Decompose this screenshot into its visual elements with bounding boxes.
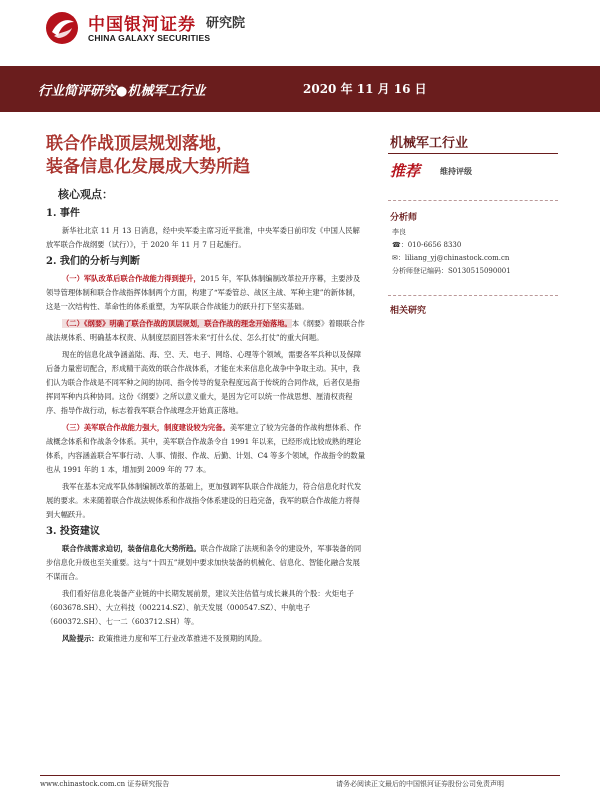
headline-line-2: 装备信息化发展成大势所趋 <box>46 157 250 177</box>
report-headline <box>46 133 366 179</box>
logo-chinese-text: 中国银河证券 <box>88 15 196 35</box>
key-points-label: 核心观点： <box>58 188 113 201</box>
para-body: 美军建立了较为完备的作战构想体系、作战概念体系和作战条令体系。其中，美军联合作战条令自 1991 年以来，已经形成比较成熟的理论体系，内容涵盖联合军事行动、人事、情报、作战、后勤、计划、C4 等多个领域，作战指令的数量也从 1991 年的 1 本，增加到 2009 年的 77 本。 <box>46 423 366 474</box>
analyst-info <box>392 226 572 278</box>
para-body: 2015 年，军队体制编制改革拉开序幕，主要涉及领导管理体制和联合作战指挥体制两个方面，构建了“军委管总、战区主战、军种主建”的新体制，这是一次结构性、革命性的体系重塑，为军队联合作战能力的跃升打下坚实基础。 <box>46 274 361 311</box>
rating-recommend: 推荐 <box>390 162 421 180</box>
footer-website[interactable]: www.chinastock.com.cn 证券研究报告 <box>40 780 170 788</box>
sidebar-industry: 机械军工行业 <box>390 136 469 151</box>
related-research-heading: 相关研究 <box>390 306 427 316</box>
brand-logo <box>40 6 260 50</box>
report-banner <box>0 66 600 112</box>
galaxy-logo-icon <box>44 10 80 46</box>
sidebar-dashed-divider <box>388 200 558 201</box>
analyst-email[interactable]: ✉：liliang_yj@chinastock.com.cn <box>392 254 510 262</box>
para-lead: （一）军队改革后联合作战能力得到提升， <box>62 274 201 283</box>
headline-line-1: 联合作战顶层规划落地， <box>46 134 233 154</box>
report-category: 行业简评研究●机械军工行业 <box>38 84 206 99</box>
section-2-title: 2. 我们的分析与判断 <box>46 256 140 267</box>
analyst-name: 李良 <box>392 228 406 236</box>
section-1-title: 1. 事件 <box>46 208 80 219</box>
section-2-paragraph-4 <box>46 421 366 477</box>
report-date: 2020 年 11 月 16 日 <box>303 82 427 96</box>
para-body: 政策推进力度和军工行业改革推进不及预期的风险。 <box>98 634 267 643</box>
section-2-paragraph-2 <box>46 317 366 345</box>
sidebar-dashed-divider <box>388 295 558 296</box>
report-body <box>46 205 366 649</box>
rating-note: 维持评级 <box>440 166 472 176</box>
section-3-title: 3. 投资建议 <box>46 526 100 537</box>
logo-english-text: CHINA GALAXY SECURITIES <box>88 33 211 43</box>
research-dept-label: 研究院 <box>206 16 246 31</box>
section-3-paragraph-2: 我们看好信息化装备产业链的中长期发展前景，建议关注估值与成长兼具的个股：火炬电子（603678.SH）、大立科技（002214.SZ）、航天发展（000547.SZ）、中航电子（600372.SH）、七一二（603712.SH）等。 <box>46 589 354 626</box>
para-lead: 风险提示： <box>62 634 99 643</box>
para-lead: 联合作战需求迫切，装备信息化大势所趋。 <box>62 544 201 553</box>
para-body: 本《纲要》着眼联合作战法规体系、明确基本权责、从制度层面回答未来“打什么仗、怎么打仗”的重大问题。 <box>46 319 365 342</box>
section-2-paragraph-3: 现在的信息化战争涵盖陆、海、空、天、电子、网络、心理等个领域，需要各军兵种以及保障后备力量密切配合，形成精干高效的联合作战体系，才能在未来信息化战争中争取主动。其中，我们认为联合作战是不同军种之间的协同、指令传导的复杂程度远高于传统的合同作战，后者仅是指挥同军种内兵种协同。这份《纲要》之所以意义重大，是因为它可以统一作战思想、厘清权责程序、指导作战行动，标志着我军联合作战理念开始真正落地。 <box>46 350 362 415</box>
analyst-phone: ☎：010-6656 8330 <box>392 241 462 249</box>
sidebar-divider <box>388 153 558 154</box>
section-3-paragraph-3 <box>46 632 366 646</box>
para-body: 联合作战除了法规和条令的建设外，军事装备的同步信息化升级也至关重要。这与“十四五”规划中要求加快装备的机械化、信息化、智能化融合发展不谋而合。 <box>46 544 362 581</box>
para-lead: （二）《纲要》明确了联合作战的顶层规划，联合作战的理念开始落地。 <box>62 319 292 328</box>
section-2-paragraph-1 <box>46 272 366 314</box>
section-3-paragraph-1 <box>46 542 366 584</box>
analyst-heading: 分析师 <box>390 213 418 223</box>
section-1-paragraph: 新华社北京 11 月 13 日消息，经中央军委主席习近平批准，中央军委日前印发《中国人民解放军联合作战纲要（试行）》，于 2020 年 11 月 7 日起施行。 <box>46 226 360 249</box>
footer-disclaimer: 请务必阅读正文最后的中国银河证券股份公司免责声明 <box>336 780 504 788</box>
footer-divider <box>40 775 560 776</box>
analyst-cert: 分析师登记编码：S0130515090001 <box>392 267 511 275</box>
section-2-paragraph-5: 我军在基本完成军队体制编制改革的基础上，更加强调军队联合作战能力，符合信息化时代发展的要求。未来随着联合作战法规体系和作战指令体系建设的日趋完备，我军的联合作战能力将得到大幅跃升。 <box>46 482 362 519</box>
para-lead: （三）美军联合作战能力强大，制度建设较为完备。 <box>62 423 230 432</box>
